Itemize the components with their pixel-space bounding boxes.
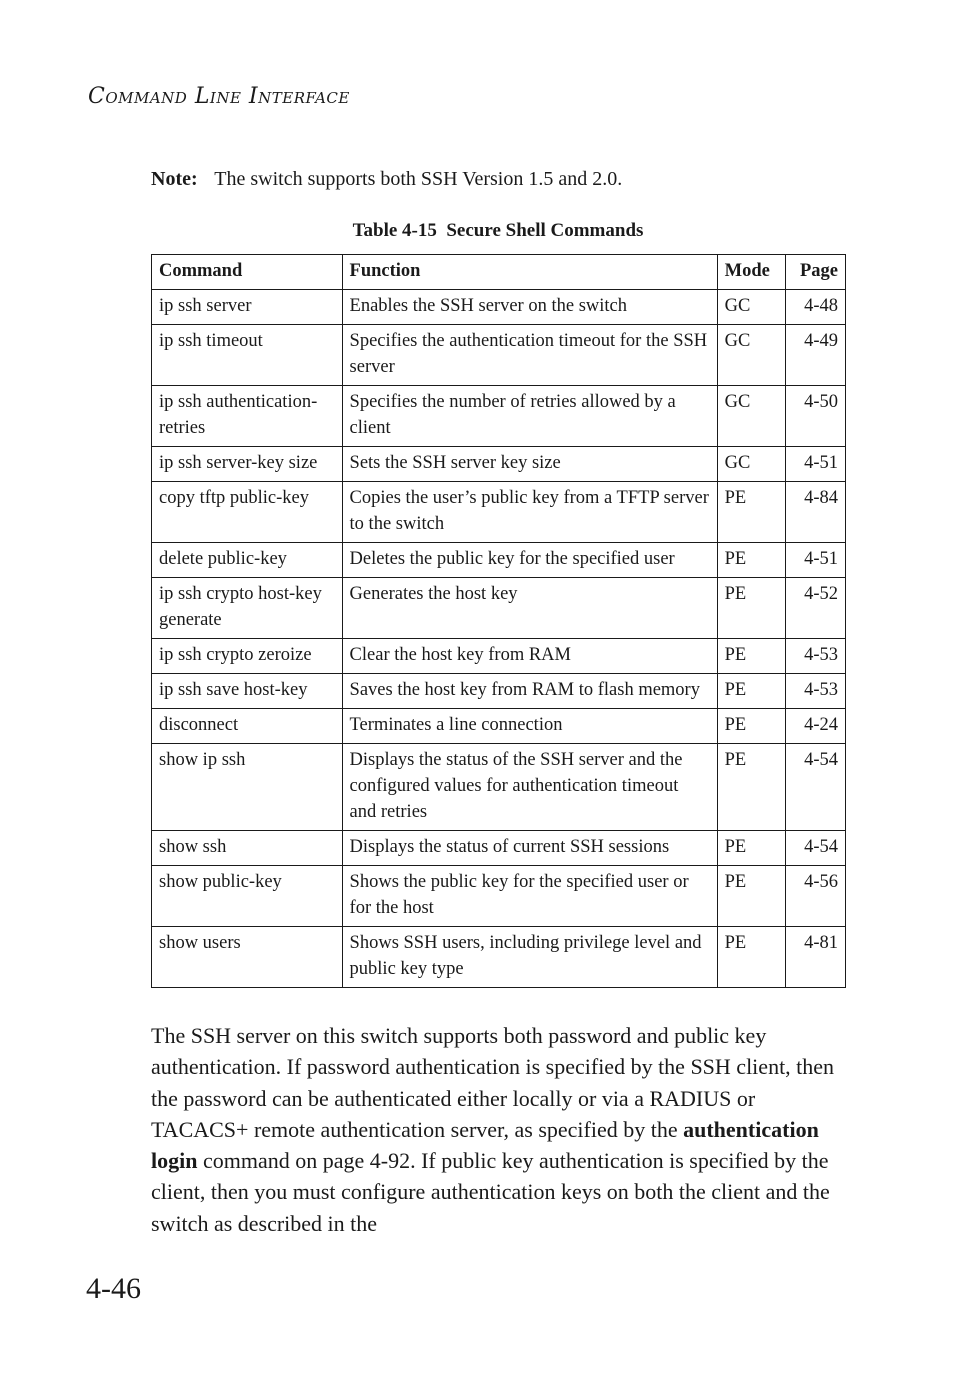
- cell-page: 4-50: [785, 386, 845, 447]
- body-text-part2: command on page 4-92. If public key authentication is specified by the client, then you must configure authentication keys on both the client and the switch as described in the: [151, 1148, 830, 1236]
- cell-mode: GC: [717, 386, 785, 447]
- column-header-function: Function: [342, 255, 717, 290]
- cell-command: ip ssh timeout: [152, 325, 343, 386]
- cell-function: Enables the SSH server on the switch: [342, 290, 717, 325]
- cell-page: 4-84: [785, 482, 845, 543]
- table-row: [152, 325, 846, 386]
- cell-mode: GC: [717, 325, 785, 386]
- cell-mode: GC: [717, 447, 785, 482]
- column-header-command: Command: [152, 255, 343, 290]
- cell-page: 4-53: [785, 674, 845, 709]
- cell-command: ip ssh crypto zeroize: [152, 639, 343, 674]
- page-number: 4-46: [86, 1272, 141, 1305]
- table-row: [152, 927, 846, 988]
- cell-mode: PE: [717, 831, 785, 866]
- cell-page: 4-51: [785, 447, 845, 482]
- cell-page: 4-54: [785, 744, 845, 831]
- cell-mode: PE: [717, 744, 785, 831]
- cell-command: copy tftp public-key: [152, 482, 343, 543]
- table-row: [152, 290, 846, 325]
- table-row: [152, 543, 846, 578]
- column-header-mode: Mode: [717, 255, 785, 290]
- table-row: [152, 866, 846, 927]
- table-row: [152, 744, 846, 831]
- cell-command: ip ssh save host-key: [152, 674, 343, 709]
- cell-mode: PE: [717, 578, 785, 639]
- note-text: The switch supports both SSH Version 1.5 and 2.0.: [214, 168, 623, 190]
- cell-function: Copies the user’s public key from a TFTP server to the switch: [342, 482, 717, 543]
- table-row: [152, 386, 846, 447]
- cell-command: ip ssh crypto host-key generate: [152, 578, 343, 639]
- body-text-part1: The SSH server on this switch supports both password and public key authentication. If password authentication is specified by the SSH client, then the password can be authenticated either locally or via a RADIUS or TACACS+ remote authentication server, as specified by the: [151, 1023, 835, 1142]
- cell-function: Deletes the public key for the specified user: [342, 543, 717, 578]
- note: [151, 168, 622, 191]
- cell-function: Specifies the number of retries allowed by a client: [342, 386, 717, 447]
- cell-function: Displays the status of current SSH sessions: [342, 831, 717, 866]
- cell-function: Displays the status of the SSH server and the configured values for authentication timeout and retries: [342, 744, 717, 831]
- cell-page: 4-52: [785, 578, 845, 639]
- cell-page: 4-24: [785, 709, 845, 744]
- cell-function: Shows SSH users, including privilege level and public key type: [342, 927, 717, 988]
- cell-function: Specifies the authentication timeout for the SSH server: [342, 325, 717, 386]
- body-text-bold-command: authentication login: [151, 1116, 819, 1174]
- cell-command: show ssh: [152, 831, 343, 866]
- cell-mode: GC: [717, 290, 785, 325]
- cell-function: Generates the host key: [342, 578, 717, 639]
- table-body: [152, 290, 846, 988]
- cell-command: ip ssh authentication-retries: [152, 386, 343, 447]
- cell-mode: PE: [717, 674, 785, 709]
- cell-page: 4-54: [785, 831, 845, 866]
- table-row: [152, 709, 846, 744]
- table-row: [152, 674, 846, 709]
- cell-function: Clear the host key from RAM: [342, 639, 717, 674]
- cell-page: 4-81: [785, 927, 845, 988]
- body-paragraph: [151, 1020, 851, 1239]
- cell-function: Terminates a line connection: [342, 709, 717, 744]
- table-row: [152, 482, 846, 543]
- table-row: [152, 639, 846, 674]
- cell-page: 4-53: [785, 639, 845, 674]
- running-head: Command Line Interface: [88, 84, 350, 109]
- note-label: Note:: [151, 168, 198, 190]
- cell-mode: PE: [717, 543, 785, 578]
- cell-command: delete public-key: [152, 543, 343, 578]
- column-header-page: Page: [785, 255, 845, 290]
- cell-command: show public-key: [152, 866, 343, 927]
- cell-mode: PE: [717, 866, 785, 927]
- table-row: [152, 831, 846, 866]
- table-header-row: [152, 255, 846, 290]
- cell-mode: PE: [717, 482, 785, 543]
- table-row: [152, 447, 846, 482]
- table-caption: Table 4-15 Secure Shell Commands: [352, 220, 644, 241]
- cell-command: ip ssh server: [152, 290, 343, 325]
- cell-page: 4-49: [785, 325, 845, 386]
- cell-function: Sets the SSH server key size: [342, 447, 717, 482]
- cell-command: show users: [152, 927, 343, 988]
- table-row: [152, 578, 846, 639]
- secure-shell-commands-table: [151, 254, 846, 988]
- cell-page: 4-51: [785, 543, 845, 578]
- cell-command: show ip ssh: [152, 744, 343, 831]
- cell-function: Shows the public key for the specified user or for the host: [342, 866, 717, 927]
- cell-command: disconnect: [152, 709, 343, 744]
- cell-command: ip ssh server-key size: [152, 447, 343, 482]
- cell-page: 4-56: [785, 866, 845, 927]
- cell-mode: PE: [717, 709, 785, 744]
- cell-mode: PE: [717, 639, 785, 674]
- cell-mode: PE: [717, 927, 785, 988]
- cell-page: 4-48: [785, 290, 845, 325]
- cell-function: Saves the host key from RAM to flash memory: [342, 674, 717, 709]
